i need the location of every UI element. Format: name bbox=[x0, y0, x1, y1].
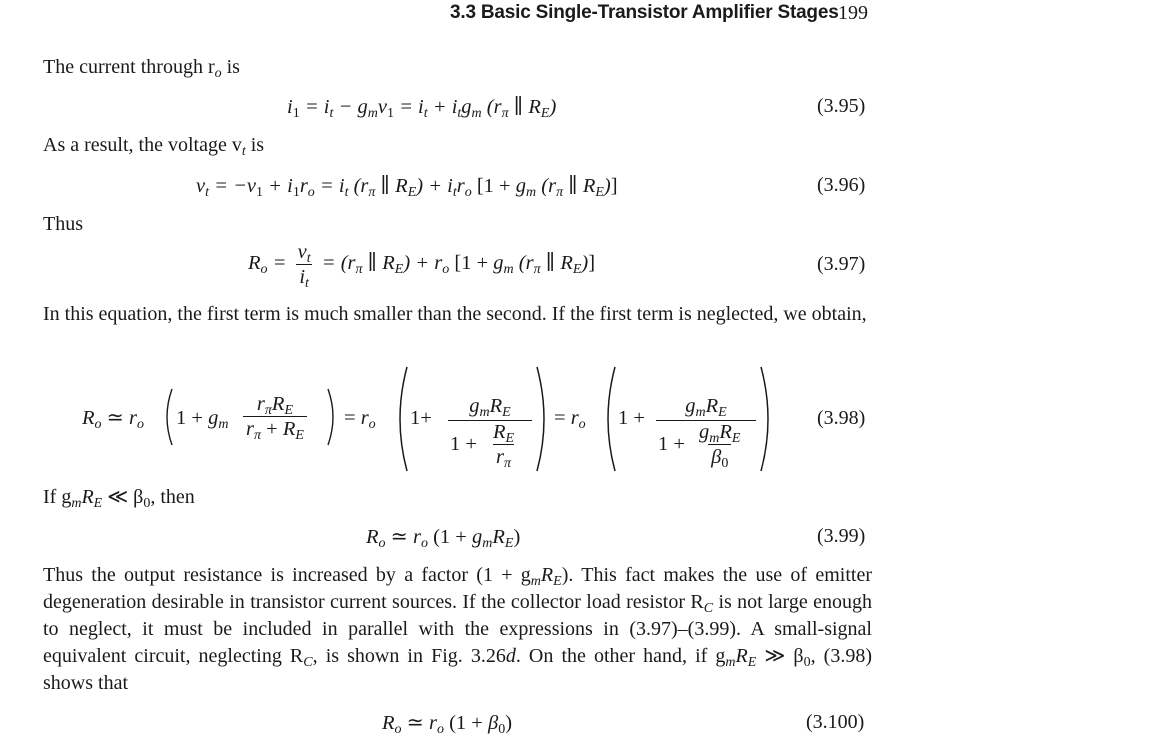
equation-number-3-97: (3.97) bbox=[817, 253, 866, 275]
paragraph-first-term: In this equation, the first term is much smaller than the second. If the first term is neglected, we obtain, bbox=[43, 303, 867, 325]
equation-3-98: $R_o$ ≃ $r_o$ $1 + g_m$ $\frac{r_\pi R_E}{r_\pi + R_E}$ = $r_o$ 1+ $g_mR_E$ 1 + $\frac{R_E}{r_\pi}$ = $r_o$ 1 + $g_mR_E$ 1 + $\frac{g_mR_E}{\beta_0}$ bbox=[80, 360, 800, 480]
equation-number-3-100: (3.100) bbox=[806, 711, 865, 733]
running-header: 3.3 Basic Single-Transistor Amplifier Stages bbox=[450, 2, 839, 23]
equation-3-100: $R_o$ ≃ $r_o$ $(1 + \beta_0)$ bbox=[382, 712, 513, 737]
fraction-vt-it: $\frac{v_t}{i_t}$ bbox=[297, 241, 311, 291]
right-paren-2 bbox=[534, 365, 552, 473]
paragraph-thus: Thus bbox=[43, 213, 83, 235]
right-paren-1 bbox=[326, 387, 340, 447]
paragraph-output-resistance: Thus the output resistance is increased by a factor $(1 + g_mR_E)$. This fact makes the use of emitter degeneration desirable in transistor current sources. If the collector load resistor $R_C$ is not large enough to neglect, it must be included in parallel with the expressions in (3.97)–(3.99). A small-signal equivalent circuit, neglecting $R_C$, is shown in Fig. 3.26d. On the other hand, if $g_mR_E$ ≫ $\beta_0$, (3.98) shows that bbox=[43, 564, 872, 694]
right-paren-3 bbox=[758, 365, 776, 473]
equation-number-3-98: (3.98) bbox=[817, 407, 866, 429]
paragraph-current: The current through $r_o$ is bbox=[43, 56, 240, 81]
equation-3-97: $R_o$ = $\frac{v_t}{i_t}$ = ($r_\pi$ ∥ $R_E) + r_o$ [$1 + g_m$ ($r_\pi$ ∥ $R_E$)] bbox=[248, 241, 596, 291]
equation-number-3-95: (3.95) bbox=[817, 95, 866, 117]
page-number: 199 bbox=[838, 2, 868, 24]
equation-number-3-96: (3.96) bbox=[817, 174, 866, 196]
equation-3-95: $i_1 = i_t - g_mv_1 = i_t + i_tg_m$ ($r_\pi$ ∥ $R_E$) bbox=[287, 96, 557, 121]
left-paren-1 bbox=[160, 387, 174, 447]
equation-number-3-99: (3.99) bbox=[817, 525, 866, 547]
left-paren-2 bbox=[392, 365, 410, 473]
equation-3-96: $v_t = -v_1 + i_1r_o = i_t$ ($r_\pi$ ∥ $R_E) + i_tr_o$ [$1 + g_m$ ($r_\pi$ ∥ $R_E$)] bbox=[196, 175, 618, 200]
paragraph-voltage: As a result, the voltage $v_t$ is bbox=[43, 134, 265, 159]
paragraph-if-condition: If $g_mR_E$ ≪ $\beta_0$, then bbox=[43, 486, 195, 511]
equation-3-99: $R_o$ ≃ $r_o$ $(1 + g_mR_E)$ bbox=[366, 526, 521, 551]
left-paren-3 bbox=[600, 365, 618, 473]
